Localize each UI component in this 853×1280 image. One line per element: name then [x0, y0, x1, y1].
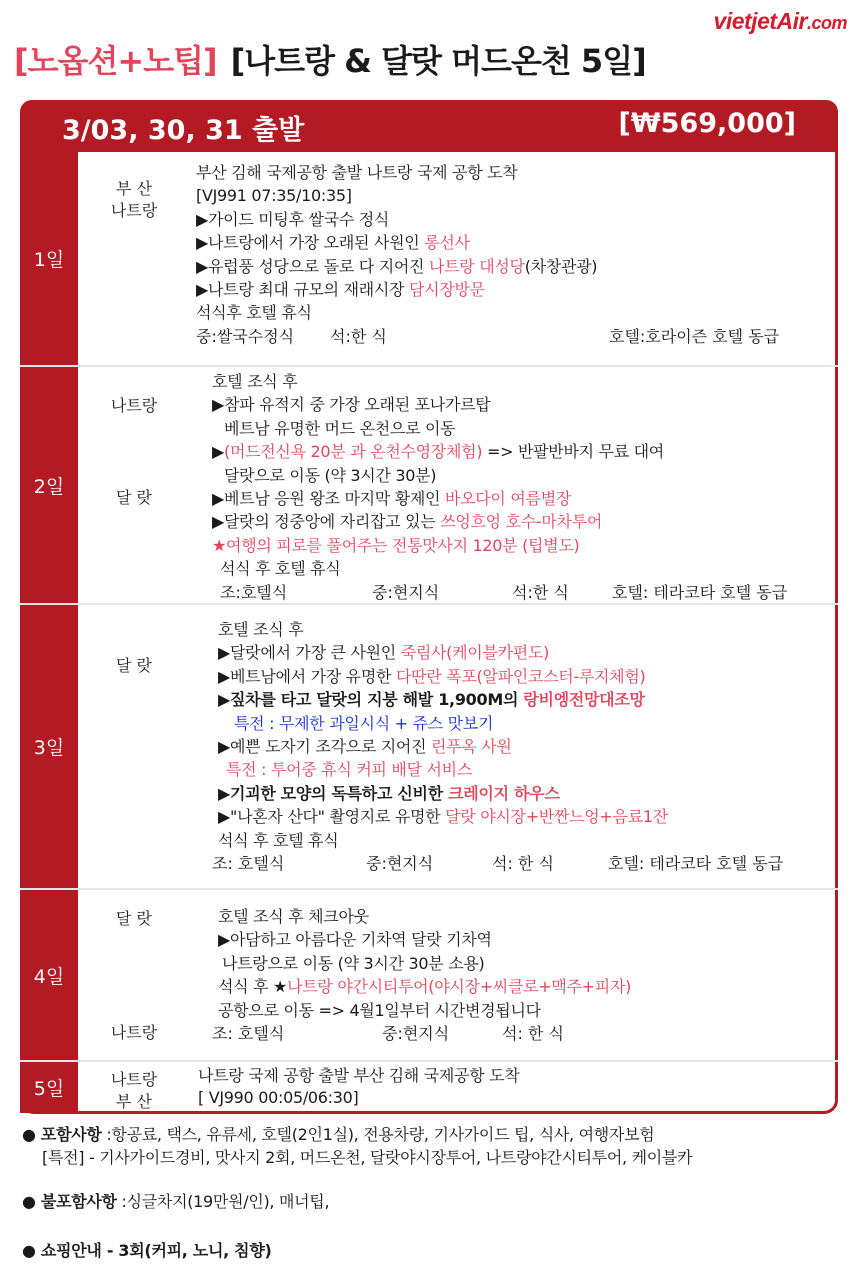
schedule-line: ▶"나혼자 산다" 촬영지로 유명한 달랏 야시장+반짠느엉+음료1잔	[218, 807, 668, 827]
special-offer: 특전 : 투어중 휴식 커피 배달 서비스	[226, 760, 472, 780]
day-2-location-2: 달 랏	[116, 488, 152, 507]
included-items: ● 포함사항 :항공료, 택스, 유류세, 호텔(2인1실), 전용차량, 기사가이드 팁, 식사, 여행자보험	[22, 1125, 655, 1144]
schedule-line: 베트남 유명한 머드 온천으로 이동	[224, 418, 456, 438]
schedule-line: ▶아담하고 아름다운 기차역 달랏 기차역	[218, 930, 492, 950]
schedule-line: 호텔 조식 후	[212, 372, 298, 391]
schedule-line: 나트랑 국제 공항 출발 부산 김해 국제공항 도착	[198, 1066, 520, 1085]
schedule-line: ▶참파 유적지 중 가장 오래된 포나가르탑	[212, 395, 491, 415]
day-3-section	[20, 603, 838, 888]
day-3-schedule	[196, 618, 828, 875]
departure-banner	[20, 100, 838, 152]
meal-row: 중:쌀국수정식 석:한 식 호텔:호라이즌 호텔 동급	[196, 325, 828, 348]
hotel-info: 호텔: 테라코타 호텔 동급	[608, 853, 784, 873]
meal-row: 조: 호텔식 중:현지식 석: 한 식 호텔: 테라코타 호텔 동급	[212, 852, 828, 875]
schedule-line: ▶나트랑에서 가장 오래된 사원인 롱선사	[196, 233, 470, 253]
day-2-schedule	[212, 370, 828, 604]
schedule-line: ▶예쁜 도자기 조각으로 지어진 린푸옥 사원	[218, 736, 512, 756]
schedule-line: ▶(머드전신욕 20분 과 온천수영장체험) => 반팔반바지 무료 대여	[212, 442, 664, 462]
day-4-label: 4일	[20, 890, 78, 1060]
schedule-line: ▶베트남에서 가장 유명한 다딴란 폭포(알파인코스터-루지체험)	[218, 666, 646, 686]
day-5-location-2: 부 산	[116, 1092, 152, 1111]
day-2-label: 2일	[20, 367, 78, 603]
schedule-line: 달랏으로 이동 (약 3시간 30분)	[224, 465, 437, 485]
schedule-line: ▶짚차를 타고 달랏의 지붕 해발 1,900M의 랑비엥전망대조망	[218, 690, 645, 710]
day-1-location-1: 부 산	[116, 179, 152, 198]
day-3-label: 3일	[20, 605, 78, 888]
hotel-info: 호텔: 테라코타 호텔 동급	[612, 582, 788, 602]
schedule-line: 석식 후 호텔 휴식	[220, 559, 341, 579]
day-4-location-1: 달 랏	[116, 909, 152, 928]
day-1-schedule	[196, 161, 828, 348]
schedule-line: ▶베트남 응원 왕조 마지막 황제인 바오다이 여름별장	[212, 488, 572, 508]
day-4-location-2: 나트랑	[110, 1023, 158, 1042]
title-main: [나트랑 & 달랏 머드온천 5일]	[230, 42, 646, 80]
day-5-location-1: 나트랑	[110, 1070, 158, 1089]
schedule-line: 나트랑으로 이동 (약 3시간 30분 소용)	[222, 953, 485, 973]
excluded-items: ● 불포함사항 :싱글차지(19만원/인), 매너팁,	[22, 1192, 330, 1211]
day-5-section	[20, 1060, 838, 1113]
schedule-line: ▶달랏에서 가장 큰 사원인 죽림사(케이블카편도)	[218, 643, 550, 663]
meal-row: 조: 호텔식 중:현지식 석: 한 식	[212, 1023, 564, 1043]
day-1-label: 1일	[20, 152, 78, 365]
page-title	[14, 36, 646, 82]
flight-info: [ VJ990 00:05/06:30]	[198, 1088, 359, 1107]
schedule-line: ▶달랏의 정중앙에 자리잡고 있는 쓰엉흐엉 호수-마차투어	[212, 512, 603, 532]
schedule-line: 석식 후 호텔 휴식	[218, 830, 339, 850]
schedule-line: 석식 후 ★나트랑 야간시티투어(야시장+씨클로+맥주+피자)	[218, 977, 632, 997]
schedule-line: ▶기괴한 모양의 독특하고 신비한 크레이지 하우스	[218, 783, 560, 803]
title-prefix: [노옵션+노팁]	[14, 42, 217, 80]
schedule-line: 부산 김해 국제공항 출발 나트랑 국제 공항 도착	[196, 163, 518, 182]
vietjet-logo: vietjetAir.com	[713, 8, 847, 34]
day-5-schedule	[198, 1065, 828, 1109]
day-1-section	[20, 152, 838, 365]
departure-dates: 3/03, 30, 31 출발	[62, 115, 305, 146]
special-offer: 특전 : 무제한 과일시식 + 쥬스 맛보기	[234, 713, 494, 733]
hotel-info: 호텔:호라이즌 호텔 동급	[609, 326, 780, 346]
day-5-label: 5일	[20, 1062, 78, 1113]
included-specials: [특전] - 기사가이드경비, 맛사지 2회, 머드온천, 달랏야시장투어, 나트랑야간시티투어, 케이블카	[42, 1148, 693, 1167]
meal-row: 조:호텔식 중:현지식 석:한 식 호텔: 테라코타 호텔 동급	[220, 581, 828, 604]
massage-highlight: ★여행의 피로를 풀어주는 전통맛사지 120분 (팁별도)	[212, 535, 580, 555]
schedule-line: ▶가이드 미팅후 쌀국수 정식	[196, 209, 390, 229]
schedule-line: 호텔 조식 후 체크아웃	[218, 907, 369, 926]
day-2-location-1: 나트랑	[110, 396, 158, 415]
day-2-section	[20, 365, 838, 603]
day-4-section	[20, 888, 838, 1060]
schedule-line: 공항으로 이동 => 4월1일부터 시간변경됩니다	[218, 1000, 541, 1020]
day-3-location-1: 달 랏	[116, 656, 152, 675]
schedule-line: 호텔 조식 후	[218, 620, 304, 639]
schedule-line: ▶유럽풍 성당으로 돌로 다 지어진 나트랑 대성당(차창관광)	[196, 256, 598, 276]
tour-price: [₩569,000]	[618, 108, 796, 139]
flight-info: [VJ991 07:35/10:35]	[196, 186, 352, 206]
schedule-line: ▶나트랑 최대 규모의 재래시장 담시장방문	[196, 279, 485, 299]
day-1-location-2: 나트랑	[110, 201, 158, 220]
day-4-schedule	[212, 905, 828, 1045]
schedule-line: 석식후 호텔 휴식	[196, 303, 312, 323]
shopping-info: ● 쇼핑안내 - 3회(커피, 노니, 침향)	[22, 1241, 272, 1260]
